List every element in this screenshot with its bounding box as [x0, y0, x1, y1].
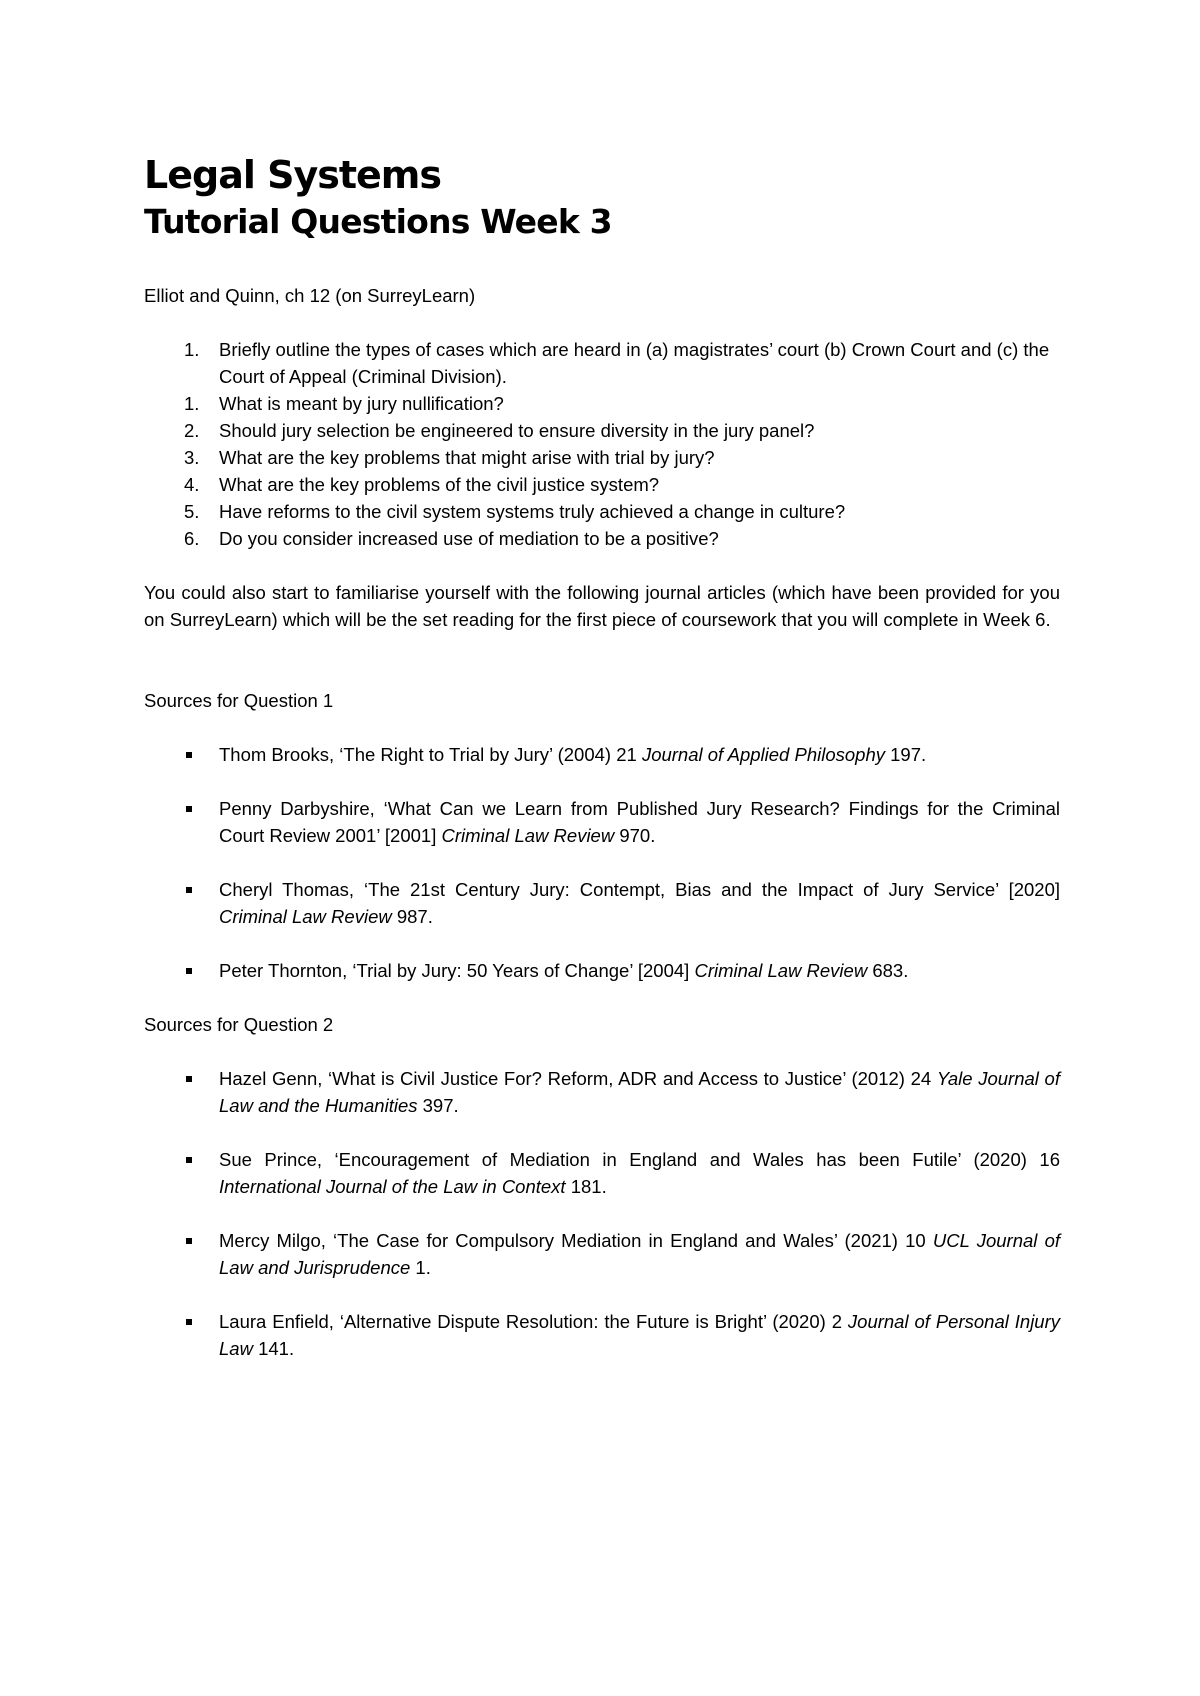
source-item [144, 741, 1060, 768]
bullet-icon [186, 1076, 192, 1082]
bullet-icon [186, 968, 192, 974]
source-citation: Sue Prince, ‘Encouragement of Mediation in England and Wales has been Futile’ (2020) 16 [219, 1149, 1060, 1170]
sources-q2-heading: Sources for Question 2 [144, 1014, 334, 1035]
source-item [144, 1146, 1060, 1200]
question-number: 1. [184, 339, 200, 360]
question-number: 3. [184, 447, 200, 468]
bullet-icon [186, 1238, 192, 1244]
bullet-icon [186, 1319, 192, 1325]
source-page: 987. [391, 906, 433, 927]
question-item [144, 390, 1060, 417]
question-number: 6. [184, 528, 200, 549]
sources-q2-list [144, 1065, 1060, 1362]
source-citation: Peter Thornton, ‘Trial by Jury: 50 Years of Change’ [2004] [219, 960, 695, 981]
question-text: Do you consider increased use of mediation to be a positive? [219, 528, 719, 549]
source-item [144, 1227, 1060, 1281]
question-text: What is meant by jury nullification? [219, 393, 504, 414]
sources-q1-list [144, 741, 1060, 984]
source-page: 141. [252, 1338, 295, 1359]
source-journal: International Journal of the Law in Context [219, 1176, 566, 1197]
source-journal: Criminal Law Review [441, 825, 615, 846]
source-page: 197. [885, 744, 927, 765]
question-number: 1. [184, 393, 200, 414]
question-number: 4. [184, 474, 200, 495]
question-item [144, 498, 1060, 525]
bullet-icon [186, 1157, 192, 1163]
question-text: Briefly outline the types of cases which are heard in (a) magistrates’ court (b) Crown Court and (c) the Court of Appeal (Criminal Division). [219, 339, 1050, 387]
source-page: 683. [867, 960, 909, 981]
source-citation: Cheryl Thomas, ‘The 21st Century Jury: Contempt, Bias and the Impact of Jury Service’ [2020] [219, 879, 1060, 900]
document-title: Legal Systems [144, 153, 441, 197]
source-journal: UCL Journal of Law and Jurisprudence [219, 1230, 1061, 1278]
source-item [144, 957, 1060, 984]
question-item [144, 444, 1060, 471]
source-citation: Laura Enfield, ‘Alternative Dispute Resolution: the Future is Bright’ (2020) 2 [219, 1311, 848, 1332]
question-item [144, 336, 1060, 390]
bullet-icon [186, 752, 192, 758]
source-citation: Thom Brooks, ‘The Right to Trial by Jury’ (2004) 21 [219, 744, 642, 765]
source-item [144, 876, 1060, 930]
source-citation: Hazel Genn, ‘What is Civil Justice For? Reform, ADR and Access to Justice’ (2012) 24 [219, 1068, 937, 1089]
question-list [144, 336, 1060, 552]
question-text: What are the key problems that might arise with trial by jury? [219, 447, 715, 468]
source-journal: Yale Journal of Law and the Humanities [219, 1068, 1060, 1116]
question-number: 5. [184, 501, 200, 522]
intro-paragraph: You could also start to familiarise yourself with the following journal articles (which have been provided for you on SurreyLearn) which will be the set reading for the first piece of coursework that you will complete in Week 6. [144, 582, 1060, 630]
question-item [144, 525, 1060, 552]
document-subtitle: Tutorial Questions Week 3 [144, 202, 612, 241]
question-item [144, 417, 1060, 444]
question-number: 2. [184, 420, 200, 441]
source-journal: Criminal Law Review [694, 960, 868, 981]
source-item [144, 1308, 1060, 1362]
bullet-icon [186, 806, 192, 812]
document-page [144, 150, 1060, 1389]
source-page: 1. [410, 1257, 431, 1278]
sources-q1-heading: Sources for Question 1 [144, 690, 334, 711]
source-page: 397. [417, 1095, 459, 1116]
bullet-icon [186, 887, 192, 893]
source-page: 181. [565, 1176, 607, 1197]
source-journal: Journal of Personal Injury Law [219, 1311, 1060, 1359]
question-text: Have reforms to the civil system systems truly achieved a change in culture? [219, 501, 846, 522]
question-text: Should jury selection be engineered to ensure diversity in the jury panel? [219, 420, 815, 441]
source-journal: Criminal Law Review [219, 906, 392, 927]
source-journal: Journal of Applied Philosophy [641, 744, 885, 765]
source-citation: Mercy Milgo, ‘The Case for Compulsory Mediation in England and Wales’ (2021) 10 [219, 1230, 933, 1251]
question-text: What are the key problems of the civil justice system? [219, 474, 660, 495]
source-item [144, 795, 1060, 849]
source-item [144, 1065, 1060, 1119]
source-citation: Penny Darbyshire, ‘What Can we Learn from Published Jury Research? Findings for the Criminal Court Review 2001’ [2001] [219, 798, 1060, 846]
question-item [144, 471, 1060, 498]
source-page: 970. [614, 825, 656, 846]
reading-reference: Elliot and Quinn, ch 12 (on SurreyLearn) [144, 285, 476, 306]
